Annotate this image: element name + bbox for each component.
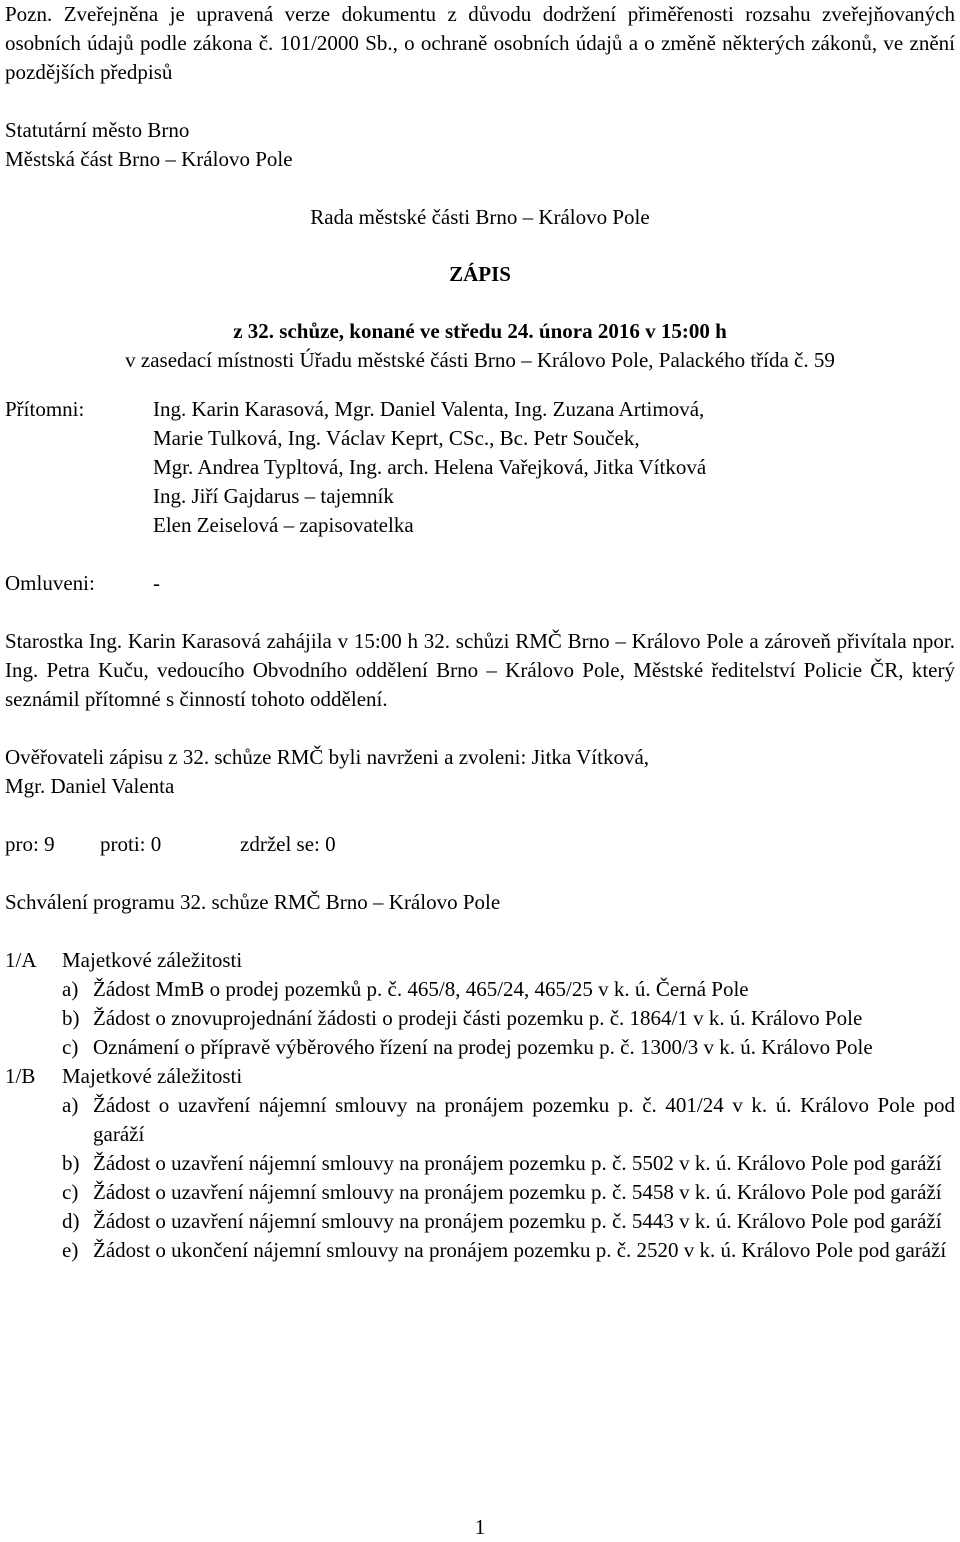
agenda-item-letter: d) [62,1209,80,1233]
org-city: Statutární město Brno [5,118,190,142]
location-line: v zasedací místnosti Úřadu městské části Brno – Královo Pole, Palackého třída č. 59 [125,348,835,372]
agenda-item [62,1033,955,1062]
publication-note: Pozn. Zveřejněna je upravená verze dokumentu z důvodu dodržení přiměřenosti rozsahu zveřejňovaných osobních údajů podle zákona č. 101/2000 Sb., o ochraně osobních údajů a o změně některých zákonů, ve znění pozdějších předpisů [5,2,955,84]
agenda-item [62,1004,955,1033]
agenda-item [62,1149,955,1178]
agenda-item [62,1091,955,1149]
verifiers-line: Ověřovateli zápisu z 32. schůze RMČ byli navrženi a zvoleni: Jitka Vítková, [5,745,650,769]
council-name: Rada městské části Brno – Královo Pole [310,205,650,229]
agenda-title: Majetkové záležitosti [62,1064,243,1088]
agenda-item-letter: c) [62,1035,79,1059]
agenda-item-text: Žádost o uzavření nájemní smlouvy na pronájem pozemku p. č. 5443 v k. ú. Královo Pole pod garáží [93,1209,942,1233]
excused-value: - [153,571,160,595]
agenda-number: 1/B [5,1064,36,1088]
agenda-section-1b [5,1062,955,1265]
agenda-item-letter: a) [62,1093,79,1117]
agenda-item-text: Žádost o uzavření nájemní smlouvy na pronájem pozemku p. č. 5502 v k. ú. Královo Pole pod garáží [93,1151,942,1175]
org-district: Městská část Brno – Královo Pole [5,147,293,171]
present-line: Ing. Jiří Gajdarus – tajemník [153,484,394,508]
agenda-item-letter: c) [62,1180,79,1204]
excused-section [5,569,955,598]
agenda-number: 1/A [5,948,37,972]
agenda-item-text: Žádost o uzavření nájemní smlouvy na pronájem pozemku p. č. 401/24 v k. ú. Královo Pole pod garáží [93,1093,955,1146]
agenda-section-1a [5,946,955,1062]
agenda-item-text: Oznámení o přípravě výběrového řízení na prodej pozemku p. č. 1300/3 v k. ú. Královo Pole [93,1035,873,1059]
present-line: Mgr. Andrea Typltová, Ing. arch. Helena Vařejková, Jitka Vítková [153,455,707,479]
agenda-item-letter: a) [62,977,79,1001]
meeting-line: z 32. schůze, konané ve středu 24. února 2016 v 15:00 h [233,319,727,343]
agenda-title: Majetkové záležitosti [62,948,243,972]
page-number: 1 [474,1515,486,1539]
agenda-item-text: Žádost MmB o prodej pozemků p. č. 465/8, 465/24, 465/25 v k. ú. Černá Pole [93,977,749,1001]
present-section [5,395,955,540]
present-list [153,395,706,540]
opening-paragraph: Starostka Ing. Karin Karasová zahájila v 15:00 h 32. schůzi RMČ Brno – Královo Pole a zároveň přivítala npor. Ing. Petra Kuču, vedoucího Obvodního oddělení Brno – Královo Pole, Městské ředitelství Policie ČR, který seznámil přítomné s činností tohoto oddělení. [5,629,955,711]
excused-label: Omluveni: [5,571,95,595]
present-line: Elen Zeiselová – zapisovatelka [153,513,414,537]
present-line: Marie Tulková, Ing. Václav Keprt, CSc., Bc. Petr Souček, [153,426,640,450]
vote-abstain: zdržel se: 0 [240,832,336,856]
agenda-item-text: Žádost o znovuprojednání žádosti o prodeji části pozemku p. č. 1864/1 v k. ú. Královo Pole [93,1006,863,1030]
vote-result [5,830,955,859]
agenda-item [62,975,955,1004]
document-title: ZÁPIS [449,262,511,286]
agenda-item-letter: b) [62,1006,80,1030]
agenda-item [62,1236,955,1265]
present-line: Ing. Karin Karasová, Mgr. Daniel Valenta, Ing. Zuzana Artimová, [153,397,705,421]
vote-proti: proti: 0 [100,832,162,856]
verifiers-line: Mgr. Daniel Valenta [5,774,175,798]
document-page [5,0,955,1265]
agenda-item-text: Žádost o uzavření nájemní smlouvy na pronájem pozemku p. č. 5458 v k. ú. Královo Pole pod garáží [93,1180,942,1204]
present-label: Přítomni: [5,397,85,421]
agenda-item-text: Žádost o ukončení nájemní smlouvy na pronájem pozemku p. č. 2520 v k. ú. Královo Pole pod garáží [93,1238,947,1262]
agenda-item [62,1178,955,1207]
program-title: Schválení programu 32. schůze RMČ Brno – Královo Pole [5,890,501,914]
agenda-item [62,1207,955,1236]
agenda-item-letter: e) [62,1238,79,1262]
agenda-item-letter: b) [62,1151,80,1175]
vote-pro: pro: 9 [5,832,55,856]
